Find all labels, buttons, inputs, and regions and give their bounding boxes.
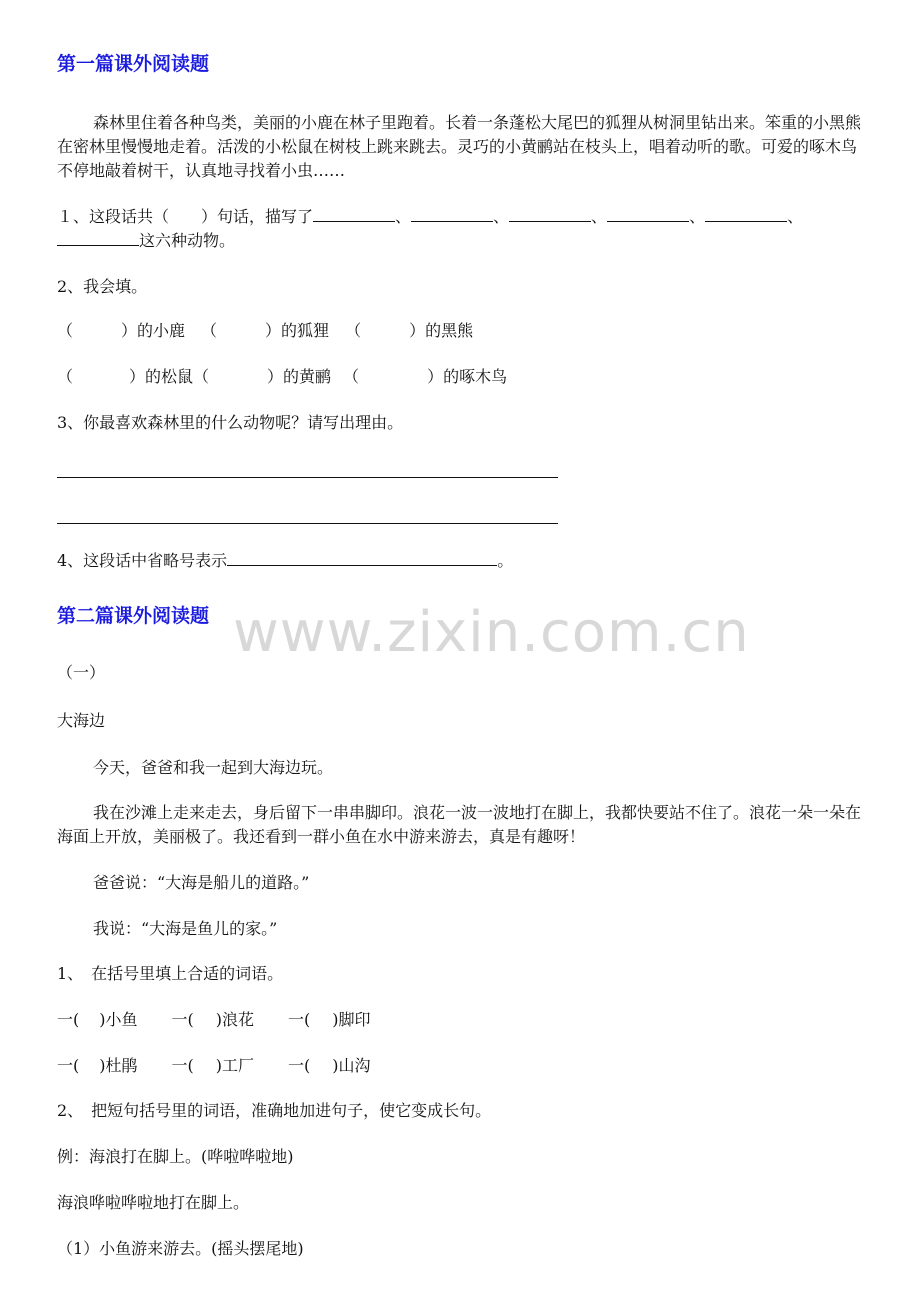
fill-label: ）的狐狸 (265, 321, 330, 340)
watermark: www.zixin.com.cn (233, 600, 750, 665)
s2-q1-text: 1、 在括号里填上合适的词语。 (57, 964, 284, 983)
q2-row1 (57, 319, 473, 343)
sep: 、 (591, 207, 608, 226)
bracket: （ (57, 367, 74, 386)
fill-label: )工厂 (215, 1056, 254, 1075)
fill-prefix: 一( (57, 1056, 80, 1075)
fill-label: ）的小鹿 (121, 321, 186, 340)
fill-label: )浪花 (215, 1010, 254, 1029)
sep: 、 (689, 207, 706, 226)
fill-prefix: 一( (171, 1010, 194, 1029)
part-label: （一） (57, 663, 106, 682)
answer-line[interactable] (57, 477, 558, 478)
q1-line2 (57, 229, 235, 253)
answer-blank[interactable] (313, 205, 395, 222)
story-p4: 我说：“大海是鱼儿的家。” (93, 919, 278, 938)
story-p1: 今天，爸爸和我一起到大海边玩。 (93, 758, 334, 777)
fill-prefix: 一( (288, 1010, 311, 1029)
example-answer: 海浪哗啦哗啦地打在脚上。 (57, 1193, 250, 1212)
q2-text: 2、我会填。 (57, 277, 148, 296)
sep: 、 (395, 207, 412, 226)
story-p2: 我在沙滩上走来走去，身后留下一串串脚印。浪花一波一波地打在脚上，我都快要站不住了。浪花一朵一朵在海面上开放，美丽极了。我还看到一群小鱼在水中游来游去，真是有趣呀！ (57, 803, 862, 846)
q3-text: 3、你最喜欢森林里的什么动物呢？请写出理由。 (57, 413, 404, 432)
section2-title: 第二篇课外阅读题 (57, 605, 210, 627)
bracket: （ (201, 321, 218, 340)
s2-q1-row2 (57, 1054, 371, 1078)
answer-blank[interactable] (705, 205, 787, 222)
answer-blank[interactable] (57, 229, 139, 246)
fill-label: )杜鹃 (99, 1056, 138, 1075)
sep: 、 (787, 207, 804, 226)
fill-label: ）的松鼠（ (129, 367, 210, 386)
passage1: 森林里住着各种鸟类，美丽的小鹿在林子里跑着。长着一条蓬松大尾巴的狐狸从树洞里钻出来。笨重的小黑熊在密林里慢慢地走着。活泼的小松鼠在树枝上跳来跳去。灵巧的小黄鹂站在枝头上，唱着动听的歌。可爱的啄木鸟不停地敲着树干，认真地寻找着小虫…… (57, 113, 862, 180)
fill-prefix: 一( (171, 1056, 194, 1075)
item1: （1）小鱼游来游去。(摇头摆尾地) (57, 1239, 304, 1258)
answer-blank[interactable] (607, 205, 689, 222)
q4-text: 4、这段话中省略号表示 (57, 551, 228, 570)
bracket: （ (57, 321, 74, 340)
q2-row2 (57, 365, 507, 389)
fill-label: )脚印 (332, 1010, 371, 1029)
fill-label: ）的黑熊 (409, 321, 474, 340)
sep: 、 (493, 207, 510, 226)
fill-label: )小鱼 (99, 1010, 138, 1029)
q1-line (57, 205, 803, 229)
s2-q2-text: 2、 把短句括号里的词语，准确地加进句子，使它变成长句。 (57, 1101, 492, 1120)
fill-label: )山沟 (332, 1056, 371, 1075)
fill-label: ）的啄木鸟 (427, 367, 508, 386)
answer-line[interactable] (57, 523, 558, 524)
section1-title: 第一篇课外阅读题 (57, 53, 210, 75)
q1-end: 这六种动物。 (139, 231, 236, 250)
fill-label: ）的黄鹂 (267, 367, 332, 386)
s2-q1-row1 (57, 1008, 371, 1032)
q4-line (57, 549, 513, 573)
story-p3: 爸爸说：“大海是船儿的道路。” (93, 873, 310, 892)
q1-text: １、这段话共（ ）句话，描写了 (57, 207, 314, 226)
story-title: 大海边 (57, 711, 106, 730)
answer-blank[interactable] (411, 205, 493, 222)
bracket: （ (345, 321, 362, 340)
fill-prefix: 一( (288, 1056, 311, 1075)
fill-prefix: 一( (57, 1010, 80, 1029)
bracket: （ (343, 367, 360, 386)
answer-blank[interactable] (227, 549, 497, 566)
q4-end: 。 (497, 551, 514, 570)
answer-blank[interactable] (509, 205, 591, 222)
example: 例：海浪打在脚上。(哗啦哗啦地) (57, 1147, 294, 1166)
